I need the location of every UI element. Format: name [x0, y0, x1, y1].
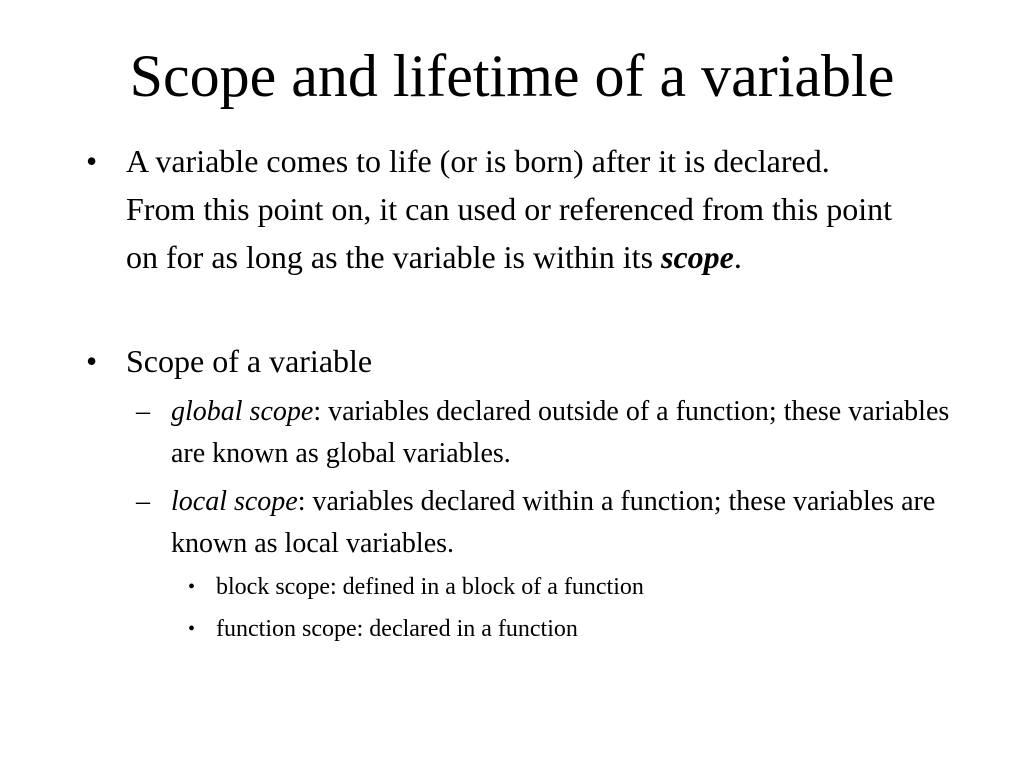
sub-sub-bullet-block-scope	[188, 571, 916, 603]
function-scope-text: function scope: declared in a function	[216, 616, 578, 642]
bullet-variable-lifetime	[86, 137, 906, 281]
global-scope-term: global scope	[171, 396, 314, 427]
sub-bullet-local-scope	[136, 481, 971, 565]
slide-title: Scope and lifetime of a variable	[129, 43, 895, 109]
sub-bullet-global-scope	[136, 391, 971, 475]
scope-emphasis: scope	[661, 239, 734, 275]
block-scope-text: block scope: defined in a block of a function	[216, 574, 644, 600]
bullet-text: A variable comes to life (or is born) after it is declared. From this point on, it can used or referenced from this point on for as long as the variable is within its	[126, 143, 893, 275]
dash-marker: –	[136, 486, 150, 517]
sub-sub-bullet-function-scope	[188, 613, 916, 645]
bullet-text: Scope of a variable	[126, 343, 373, 379]
bullet-marker: •	[86, 143, 98, 179]
dash-marker: –	[136, 396, 150, 427]
bullet-text-end: .	[733, 239, 742, 275]
bullet-scope-of-variable	[86, 337, 906, 385]
bullet-marker: •	[86, 343, 98, 379]
global-scope-text: : variables declared outside of a function; these variables are known as global variables.	[171, 396, 950, 469]
bullet-marker: •	[188, 576, 196, 598]
local-scope-term: local scope	[171, 486, 298, 517]
bullet-marker: •	[188, 618, 196, 640]
local-scope-text: : variables declared within a function; these variables are known as local variables.	[171, 486, 936, 559]
